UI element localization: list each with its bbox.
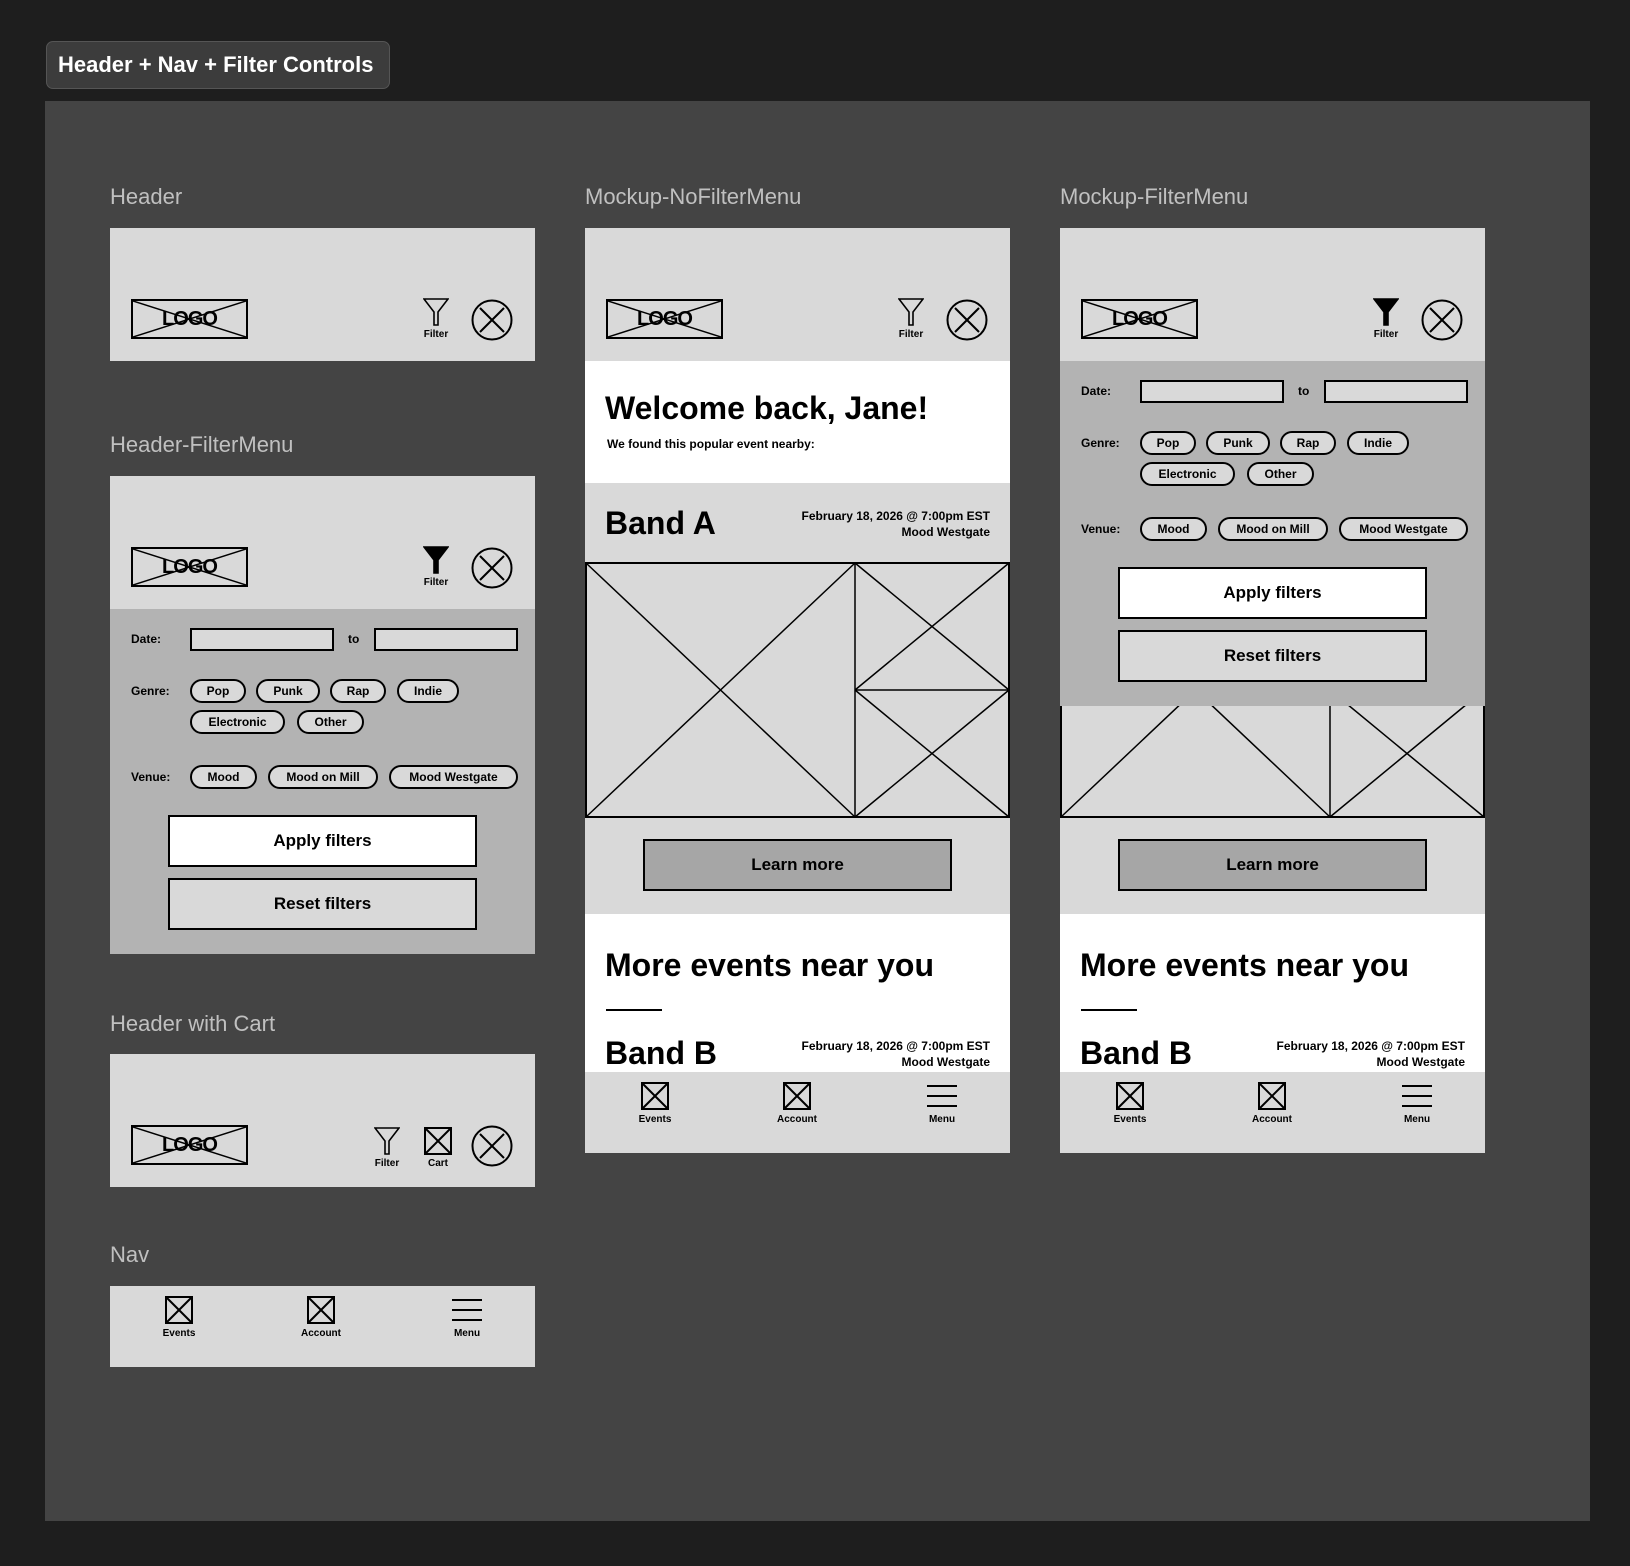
more-events-heading: More events near you bbox=[1080, 947, 1409, 983]
mockup-bottom-nav bbox=[585, 1072, 1010, 1153]
header-with-cart-component bbox=[110, 1054, 535, 1187]
next-event-date: February 18, 2026 @ 7:00pm EST bbox=[1276, 1039, 1465, 1053]
filter-icon-caption: Filter bbox=[423, 329, 449, 340]
filter-icon-caption: Filter bbox=[374, 1158, 400, 1169]
account-icon[interactable] bbox=[783, 1082, 811, 1110]
nav-events-label[interactable]: Events bbox=[162, 1328, 196, 1339]
venue-pill-mood-on-mill[interactable]: Mood on Mill bbox=[268, 765, 378, 789]
account-icon[interactable] bbox=[1258, 1082, 1286, 1110]
mockup-header bbox=[585, 228, 1010, 361]
date-to-label: to bbox=[1298, 384, 1310, 398]
event-image-placeholder[interactable] bbox=[585, 562, 1010, 818]
header-component bbox=[110, 228, 535, 361]
date-from-input[interactable] bbox=[190, 628, 334, 651]
welcome-subtitle: We found this popular event nearby: bbox=[607, 437, 815, 451]
nav-menu-label[interactable]: Menu bbox=[1403, 1114, 1431, 1125]
venue-pill-mood[interactable]: Mood bbox=[1140, 517, 1207, 541]
hamburger-menu-icon[interactable] bbox=[927, 1084, 957, 1108]
bottom-nav-component bbox=[110, 1286, 535, 1367]
events-icon[interactable] bbox=[165, 1296, 193, 1324]
logo-text: LOGO bbox=[162, 1134, 217, 1156]
date-to-label: to bbox=[348, 632, 360, 646]
genre-pill-punk[interactable]: Punk bbox=[256, 679, 320, 703]
next-event-meta bbox=[1277, 1038, 1465, 1070]
apply-filters-button[interactable]: Apply filters bbox=[1118, 567, 1427, 619]
genre-pill-other[interactable]: Other bbox=[297, 710, 364, 734]
events-icon[interactable] bbox=[641, 1082, 669, 1110]
filter-icon-caption: Filter bbox=[898, 329, 924, 340]
mockup-header bbox=[1060, 228, 1485, 361]
venue-label: Venue: bbox=[131, 770, 171, 784]
logo-placeholder[interactable] bbox=[131, 1125, 248, 1165]
nav-menu-label[interactable]: Menu bbox=[453, 1328, 481, 1339]
hamburger-menu-icon[interactable] bbox=[452, 1298, 482, 1322]
more-events-heading: More events near you bbox=[605, 947, 934, 983]
filter-icon-caption: Filter bbox=[423, 577, 449, 588]
genre-pill-pop[interactable]: Pop bbox=[190, 679, 246, 703]
filter-menu-overlay bbox=[1060, 361, 1485, 706]
date-label: Date: bbox=[131, 632, 162, 646]
section-label-header-filter-menu: Header-FilterMenu bbox=[110, 432, 294, 457]
header-filter-menu-top bbox=[110, 476, 535, 609]
filter-filled-icon[interactable] bbox=[423, 546, 449, 574]
logo-placeholder[interactable] bbox=[1081, 299, 1198, 339]
mockup-filter-screen bbox=[1060, 228, 1485, 1153]
section-label-header: Header bbox=[110, 184, 183, 209]
learn-more-button[interactable]: Learn more bbox=[643, 839, 952, 891]
filter-menu-panel bbox=[110, 609, 535, 954]
featured-event-meta bbox=[802, 508, 990, 540]
filter-outline-icon[interactable] bbox=[423, 298, 449, 326]
cart-icon-caption: Cart bbox=[427, 1158, 448, 1169]
featured-event-venue: Mood Westgate bbox=[901, 525, 990, 539]
nav-account-label[interactable]: Account bbox=[1252, 1114, 1292, 1125]
welcome-section bbox=[585, 361, 1010, 483]
close-circle-icon[interactable] bbox=[1421, 299, 1463, 341]
filter-outline-icon[interactable] bbox=[898, 298, 924, 326]
next-band-name[interactable]: Band B bbox=[1080, 1035, 1192, 1071]
logo-placeholder[interactable] bbox=[131, 299, 248, 339]
genre-pill-electronic[interactable]: Electronic bbox=[190, 710, 285, 734]
apply-filters-button[interactable]: Apply filters bbox=[168, 815, 477, 867]
date-to-input[interactable] bbox=[374, 628, 518, 651]
venue-label: Venue: bbox=[1081, 522, 1121, 536]
close-circle-icon[interactable] bbox=[471, 547, 513, 589]
section-label-nav: Nav bbox=[110, 1242, 150, 1267]
logo-text: LOGO bbox=[637, 308, 692, 330]
welcome-heading: Welcome back, Jane! bbox=[605, 390, 929, 426]
more-events-section bbox=[585, 914, 1010, 1074]
close-circle-icon[interactable] bbox=[946, 299, 988, 341]
heading-divider bbox=[606, 1009, 662, 1011]
frame-title[interactable]: Header + Nav + Filter Controls bbox=[46, 41, 390, 89]
reset-filters-button[interactable]: Reset filters bbox=[168, 878, 477, 930]
section-label-mockup-filter: Mockup-FilterMenu bbox=[1060, 184, 1249, 209]
logo-placeholder[interactable] bbox=[606, 299, 723, 339]
more-events-section bbox=[1060, 914, 1485, 1074]
nav-events-label[interactable]: Events bbox=[1113, 1114, 1147, 1125]
logo-text: LOGO bbox=[162, 308, 217, 330]
venue-pill-mood-westgate[interactable]: Mood Westgate bbox=[1339, 517, 1468, 541]
close-circle-icon[interactable] bbox=[471, 1125, 513, 1167]
next-event-meta bbox=[802, 1038, 990, 1070]
next-event-date: February 18, 2026 @ 7:00pm EST bbox=[801, 1039, 990, 1053]
genre-pill-electronic[interactable]: Electronic bbox=[1140, 462, 1235, 486]
venue-pill-mood[interactable]: Mood bbox=[190, 765, 257, 789]
frame-canvas bbox=[45, 101, 1590, 1521]
next-event-venue: Mood Westgate bbox=[901, 1055, 990, 1069]
section-label-mockup-no-filter: Mockup-NoFilterMenu bbox=[585, 184, 802, 209]
next-band-name[interactable]: Band B bbox=[605, 1035, 717, 1071]
genre-pill-rap[interactable]: Rap bbox=[330, 679, 386, 703]
nav-menu-label[interactable]: Menu bbox=[928, 1114, 956, 1125]
section-label-header-with-cart: Header with Cart bbox=[110, 1011, 276, 1036]
filter-outline-icon[interactable] bbox=[374, 1127, 400, 1155]
date-to-input[interactable] bbox=[1324, 380, 1468, 403]
genre-label: Genre: bbox=[1081, 436, 1120, 450]
genre-pill-indie[interactable]: Indie bbox=[397, 679, 459, 703]
logo-text: LOGO bbox=[162, 556, 217, 578]
venue-pill-mood-on-mill[interactable]: Mood on Mill bbox=[1218, 517, 1328, 541]
filter-filled-icon[interactable] bbox=[1373, 298, 1399, 326]
mockup-no-filter-screen bbox=[585, 228, 1010, 1153]
genre-pill-indie[interactable]: Indie bbox=[1347, 431, 1409, 455]
venue-pill-mood-westgate[interactable]: Mood Westgate bbox=[389, 765, 518, 789]
genre-pill-punk[interactable]: Punk bbox=[1206, 431, 1270, 455]
account-icon[interactable] bbox=[307, 1296, 335, 1324]
logo-text: LOGO bbox=[1112, 308, 1167, 330]
featured-event-date: February 18, 2026 @ 7:00pm EST bbox=[801, 509, 990, 523]
mockup-bottom-nav bbox=[1060, 1072, 1485, 1153]
events-icon[interactable] bbox=[1116, 1082, 1144, 1110]
nav-events-label[interactable]: Events bbox=[638, 1114, 672, 1125]
genre-pill-rap[interactable]: Rap bbox=[1280, 431, 1336, 455]
genre-pill-other[interactable]: Other bbox=[1247, 462, 1314, 486]
featured-band-name[interactable]: Band A bbox=[605, 505, 716, 541]
heading-divider bbox=[1081, 1009, 1137, 1011]
close-circle-icon[interactable] bbox=[471, 299, 513, 341]
genre-pill-pop[interactable]: Pop bbox=[1140, 431, 1196, 455]
hamburger-menu-icon[interactable] bbox=[1402, 1084, 1432, 1108]
logo-placeholder[interactable] bbox=[131, 547, 248, 587]
genre-label: Genre: bbox=[131, 684, 170, 698]
reset-filters-button[interactable]: Reset filters bbox=[1118, 630, 1427, 682]
next-event-venue: Mood Westgate bbox=[1376, 1055, 1465, 1069]
date-from-input[interactable] bbox=[1140, 380, 1284, 403]
date-label: Date: bbox=[1081, 384, 1112, 398]
nav-account-label[interactable]: Account bbox=[777, 1114, 817, 1125]
learn-more-button[interactable]: Learn more bbox=[1118, 839, 1427, 891]
nav-account-label[interactable]: Account bbox=[301, 1328, 341, 1339]
filter-icon-caption: Filter bbox=[1373, 329, 1399, 340]
cart-icon[interactable] bbox=[424, 1127, 452, 1155]
